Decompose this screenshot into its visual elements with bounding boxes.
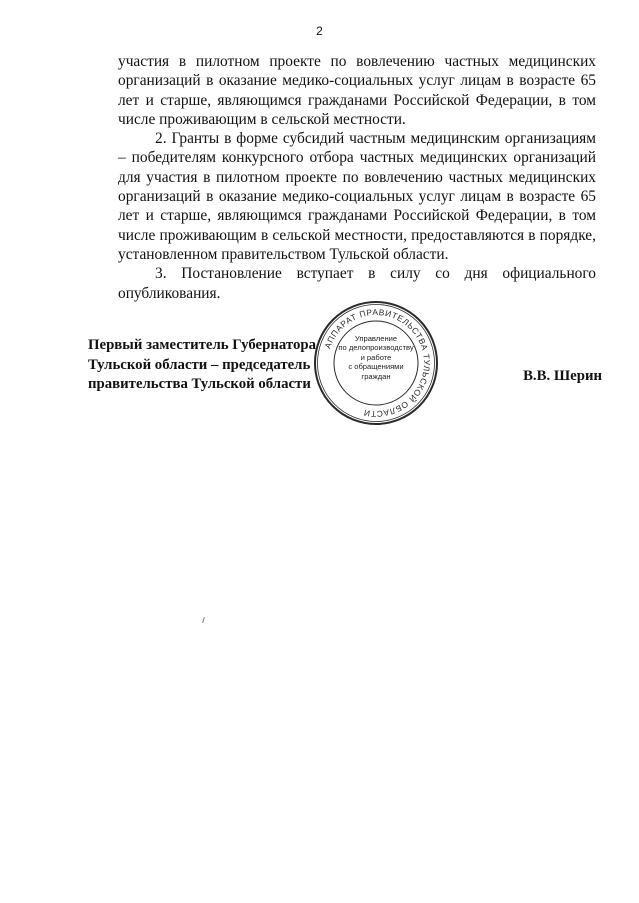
page-number: 2 [316, 24, 323, 38]
seal-center-line-1: Управление [354, 334, 398, 343]
document-body [118, 52, 596, 303]
signatory-position-line-2: Тульской области – председатель [88, 356, 311, 373]
paragraph-3: 3. Постановление вступает в силу со дня официального опубликования. [118, 265, 596, 302]
paragraph-continuation: участия в пилотном проекте по вовлечению частных медицинских организаций в оказание медико-социальных услуг лицам в возрасте 65 лет и старше, являющимся гражданами Российской Федерации, в том числе проживающим в сельской местности. [118, 53, 596, 128]
seal-center-text [331, 334, 421, 381]
signatory-position-line-1: Первый заместитель Губернатора [88, 337, 316, 353]
signatory-position-line-3: правительства Тульской области [88, 376, 311, 392]
seal-center-line-3: и работе [360, 352, 392, 362]
paragraph-2: 2. Гранты в форме субсидий частным медицинским организациям – победителям конкурсного отбора частных медицинских организаций для участия в пилотном проекте по вовлечению частных медицинских организаций в оказание медико-социальных услуг лицам в возрасте 65 лет и старше, являющимся гражданами Российской Федерации, в том числе проживающим в сельской местности, предоставляются в порядке, установленном правительством Тульской области. [118, 130, 596, 263]
seal-center-line-4: с обращениями [348, 362, 404, 372]
official-seal [313, 300, 439, 426]
seal-ring-text: АППАРАТ ПРАВИТЕЛЬСТВА ТУЛЬСКОЙ ОБЛАСТИ [322, 306, 433, 420]
scan-artifact [202, 617, 205, 623]
signatory-name: В.В. Шерин [523, 368, 602, 384]
seal-center-line-2: по делопроизводству [338, 343, 414, 353]
seal-center-line-5: граждан [361, 371, 391, 381]
